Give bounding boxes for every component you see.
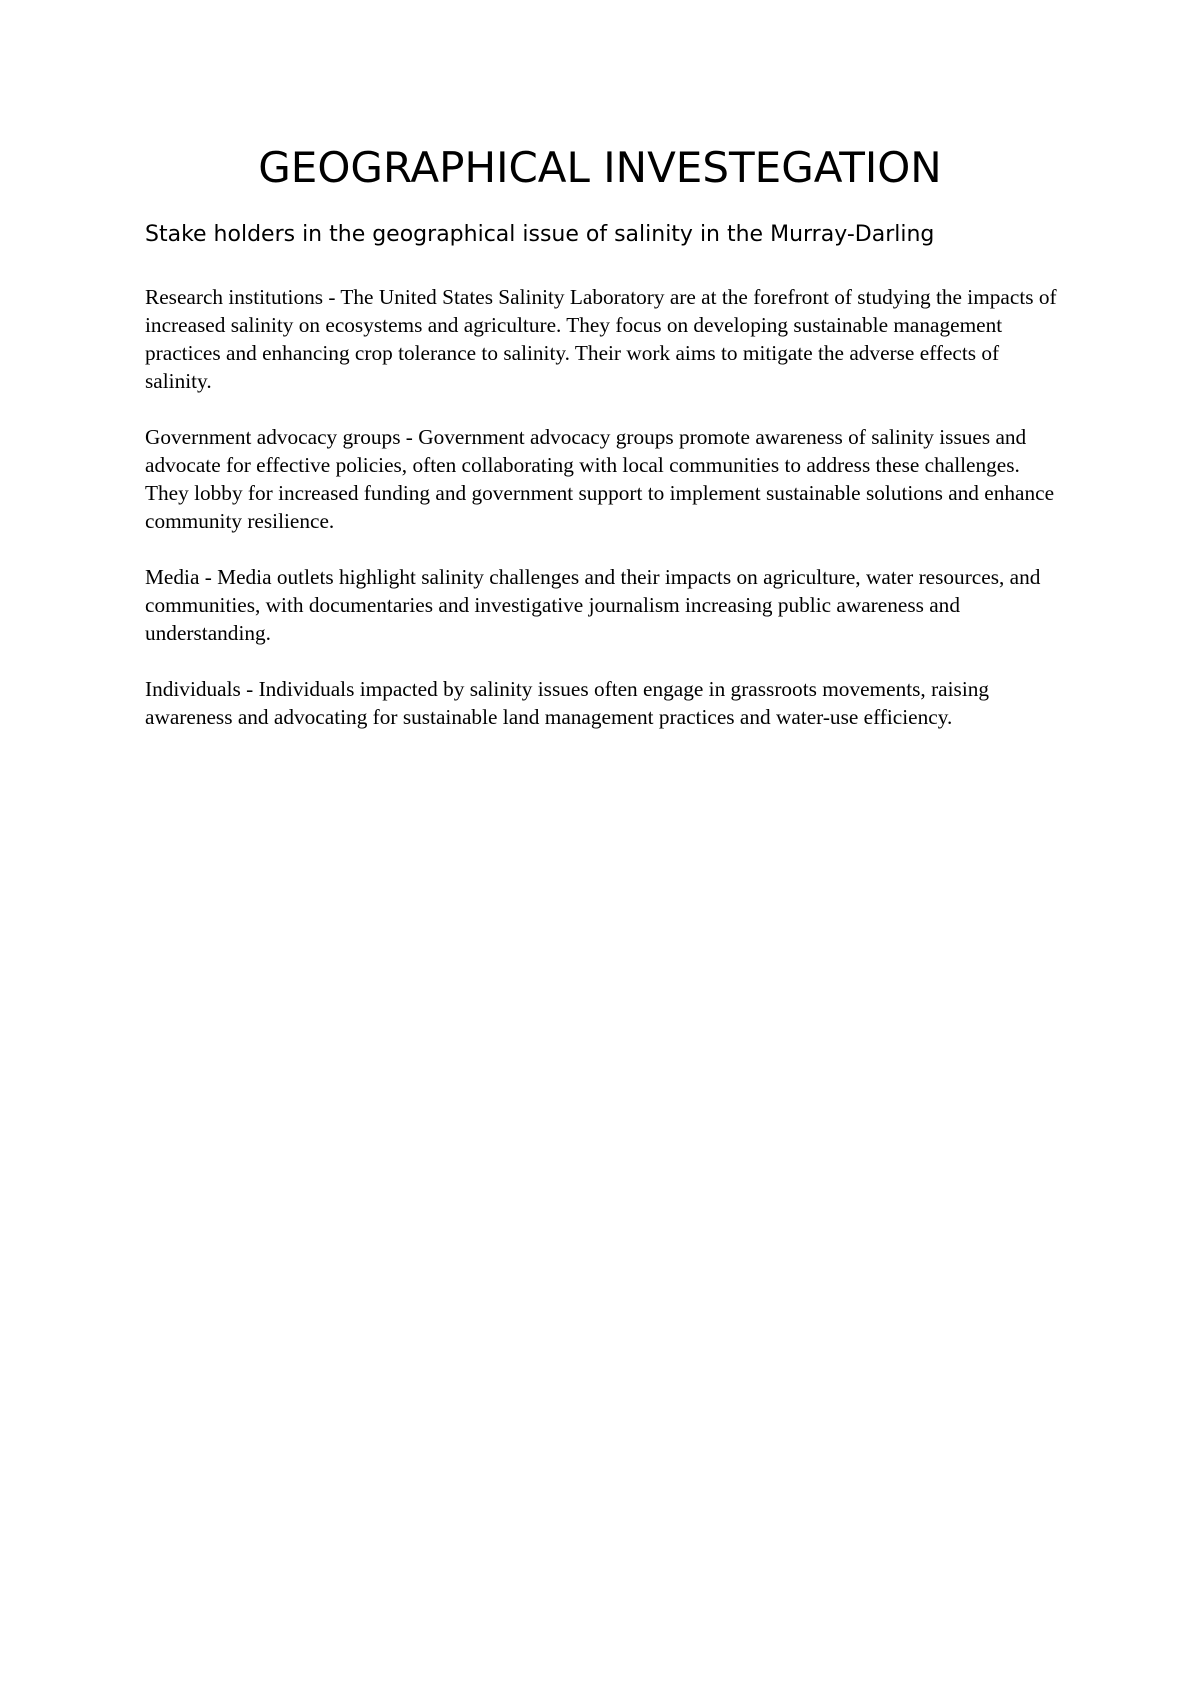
document-subtitle: Stake holders in the geographical issue of salinity in the Murray-Darling bbox=[145, 222, 935, 247]
paragraph-research-institutions: Research institutions - The United States Salinity Laboratory are at the forefront of studying the impacts of increased salinity on ecosystems and agriculture. They focus on developing sustainable management practices and enhancing crop tolerance to salinity. Their work aims to mitigate the adverse effects of salinity. bbox=[145, 285, 1057, 393]
paragraph-media: Media - Media outlets highlight salinity challenges and their impacts on agriculture, water resources, and communities, with documentaries and investigative journalism increasing public awareness and understanding. bbox=[145, 565, 1041, 645]
paragraph-individuals: Individuals - Individuals impacted by salinity issues often engage in grassroots movements, raising awareness and advocating for sustainable land management practices and water-use efficiency. bbox=[145, 677, 990, 729]
document-body bbox=[145, 283, 1065, 759]
paragraph-government-advocacy-groups: Government advocacy groups - Government advocacy groups promote awareness of salinity issues and advocate for effective policies, often collaborating with local communities to address these challenges. They lobby for increased funding and government support to implement sustainable solutions and enhance community resilience. bbox=[145, 425, 1055, 533]
document-title: GEOGRAPHICAL INVESTEGATION bbox=[258, 143, 942, 192]
